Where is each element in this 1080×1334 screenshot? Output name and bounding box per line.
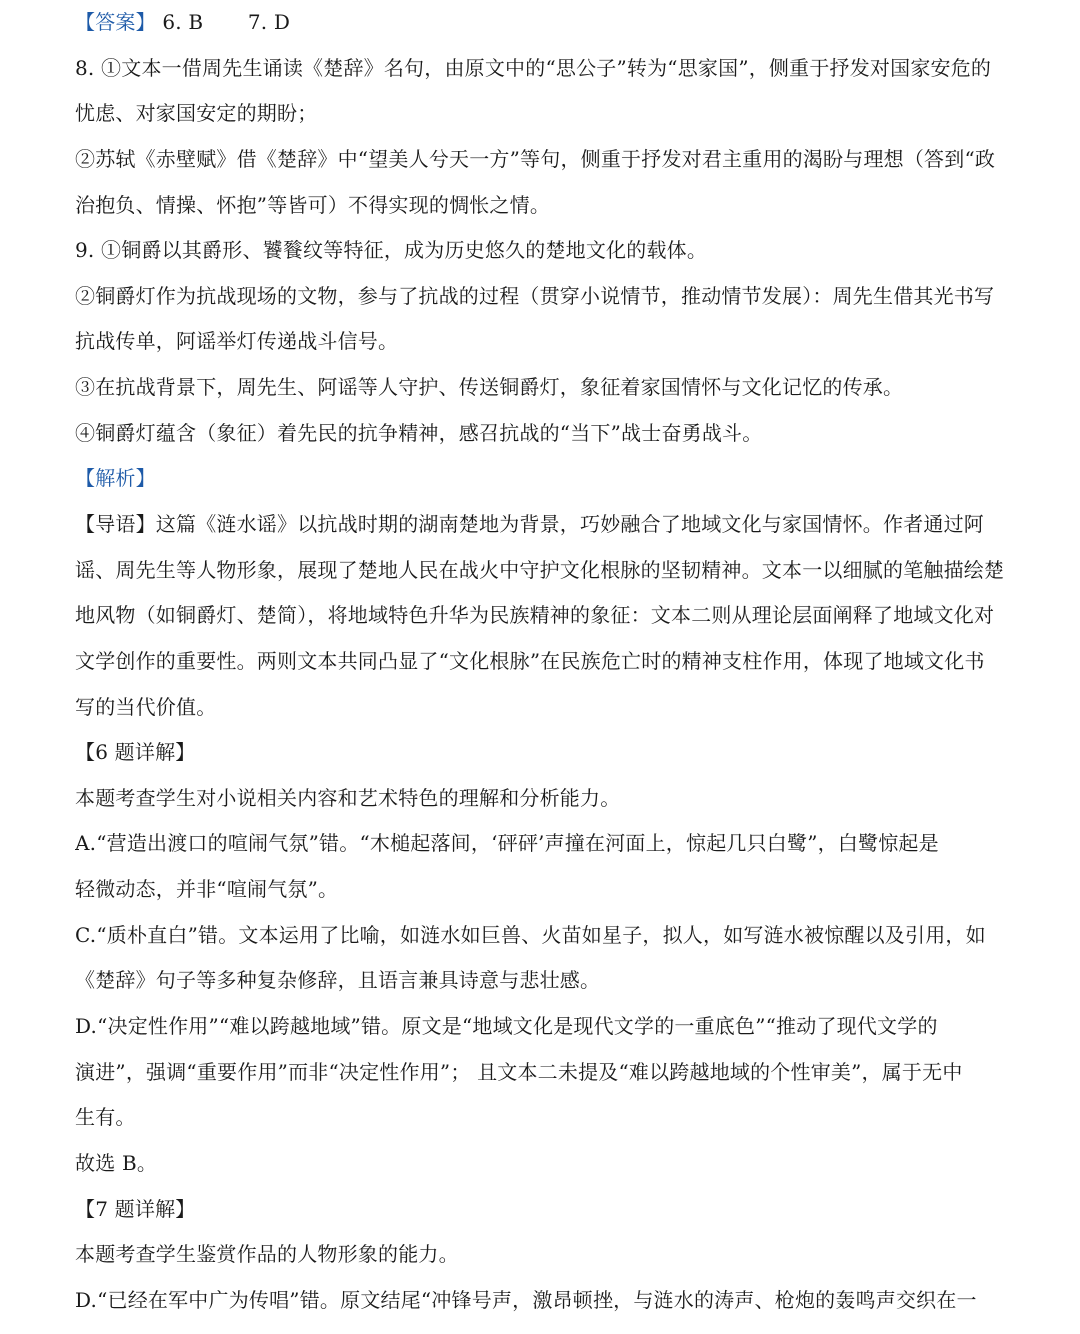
answer-line <box>75 9 1035 35</box>
analysis-line-5: 写的当代价值。 <box>75 695 217 719</box>
q6-line-3: 轻微动态，并非“喧闹气氛”。 <box>75 877 339 901</box>
q9-line-2: ②铜爵灯作为抗战现场的文物，参与了抗战的过程（贯穿小说情节，推动情节发展）：周先生借其光书写 <box>75 284 995 308</box>
q8-line-4: 治抱负、情操、怀抱”等皆可）不得实现的惆怅之情。 <box>75 193 551 217</box>
q6-line-6: D.“决定性作用”“难以跨越地域”错。原文是“地域文化是现代文学的一重底色”“推动了现代文学的 <box>75 1014 938 1038</box>
q9-line-3: 抗战传单，阿谣举灯传递战斗信号。 <box>75 329 399 353</box>
analysis-line-2: 谣、周先生等人物形象，展现了楚地人民在战火中守护文化根脉的坚韧精神。文本一以细腻的笔触描绘楚 <box>75 558 1005 582</box>
analysis-line-4: 文学创作的重要性。两则文本共同凸显了“文化根脉”在民族危亡时的精神支柱作用，体现了地域文化书 <box>75 649 985 673</box>
analysis-tag: 【解析】 <box>75 466 156 490</box>
q6-line-9: 故选 B。 <box>75 1151 158 1175</box>
q6-line-8: 生有。 <box>75 1105 136 1129</box>
q6-line-7: 演进”，强调“重要作用”而非“决定性作用”； 且文本二未提及“难以跨越地域的个性审美”，属于无中 <box>75 1060 963 1084</box>
q6-line-2: A.“营造出渡口的喧闹气氛”错。“木槌起落间，‘砰砰’声撞在河面上，惊起几只白鹭”，白鹭惊起是 <box>75 831 939 855</box>
analysis-line-1: 【导语】这篇《涟水谣》以抗战时期的湖南楚地为背景，巧妙融合了地域文化与家国情怀。作者通过阿 <box>75 512 984 536</box>
q6-line-5: 《楚辞》句子等多种复杂修辞，且语言兼具诗意与悲壮感。 <box>75 968 601 992</box>
q6-line-4: C.“质朴直白”错。文本运用了比喻，如涟水如巨兽、火苗如星子，拟人，如写涟水被惊醒以及引用，如 <box>75 923 986 947</box>
answer-6: 6. B <box>162 10 204 34</box>
q8-line-1: 8. ①文本一借周先生诵读《楚辞》名句，由原文中的“思公子”转为“思家国”，侧重于抒发对国家安危的 <box>75 56 992 80</box>
q6-heading: 【6 题详解】 <box>75 740 196 764</box>
answer-7: 7. D <box>247 10 291 34</box>
q7-line-1: 本题考查学生鉴赏作品的人物形象的能力。 <box>75 1242 459 1266</box>
q8-line-3: ②苏轼《赤壁赋》借《楚辞》中“望美人兮天一方”等句，侧重于抒发对君主重用的渴盼与理想（答到“政 <box>75 147 996 171</box>
q7-heading: 【7 题详解】 <box>75 1197 196 1221</box>
answer-tag: 【答案】 <box>75 10 156 34</box>
q8-line-2: 忧虑、对家国安定的期盼； <box>75 101 318 125</box>
analysis-line-3: 地风物（如铜爵灯、楚简），将地域特色升华为民族精神的象征：文本二则从理论层面阐释了地域文化对 <box>75 603 995 627</box>
q6-line-1: 本题考查学生对小说相关内容和艺术特色的理解和分析能力。 <box>75 786 621 810</box>
q9-line-4: ③在抗战背景下，周先生、阿谣等人守护、传送铜爵灯，象征着家国情怀与文化记忆的传承。 <box>75 375 904 399</box>
q9-line-5: ④铜爵灯蕴含（象征）着先民的抗争精神，感召抗战的“当下”战士奋勇战斗。 <box>75 421 763 445</box>
q9-line-1: 9. ①铜爵以其爵形、饕餮纹等特征，成为历史悠久的楚地文化的载体。 <box>75 238 708 262</box>
q7-line-2: D.“已经在军中广为传唱”错。原文结尾“冲锋号声，激昂顿挫，与涟水的涛声、枪炮的轰鸣声交织在一 <box>75 1288 977 1312</box>
